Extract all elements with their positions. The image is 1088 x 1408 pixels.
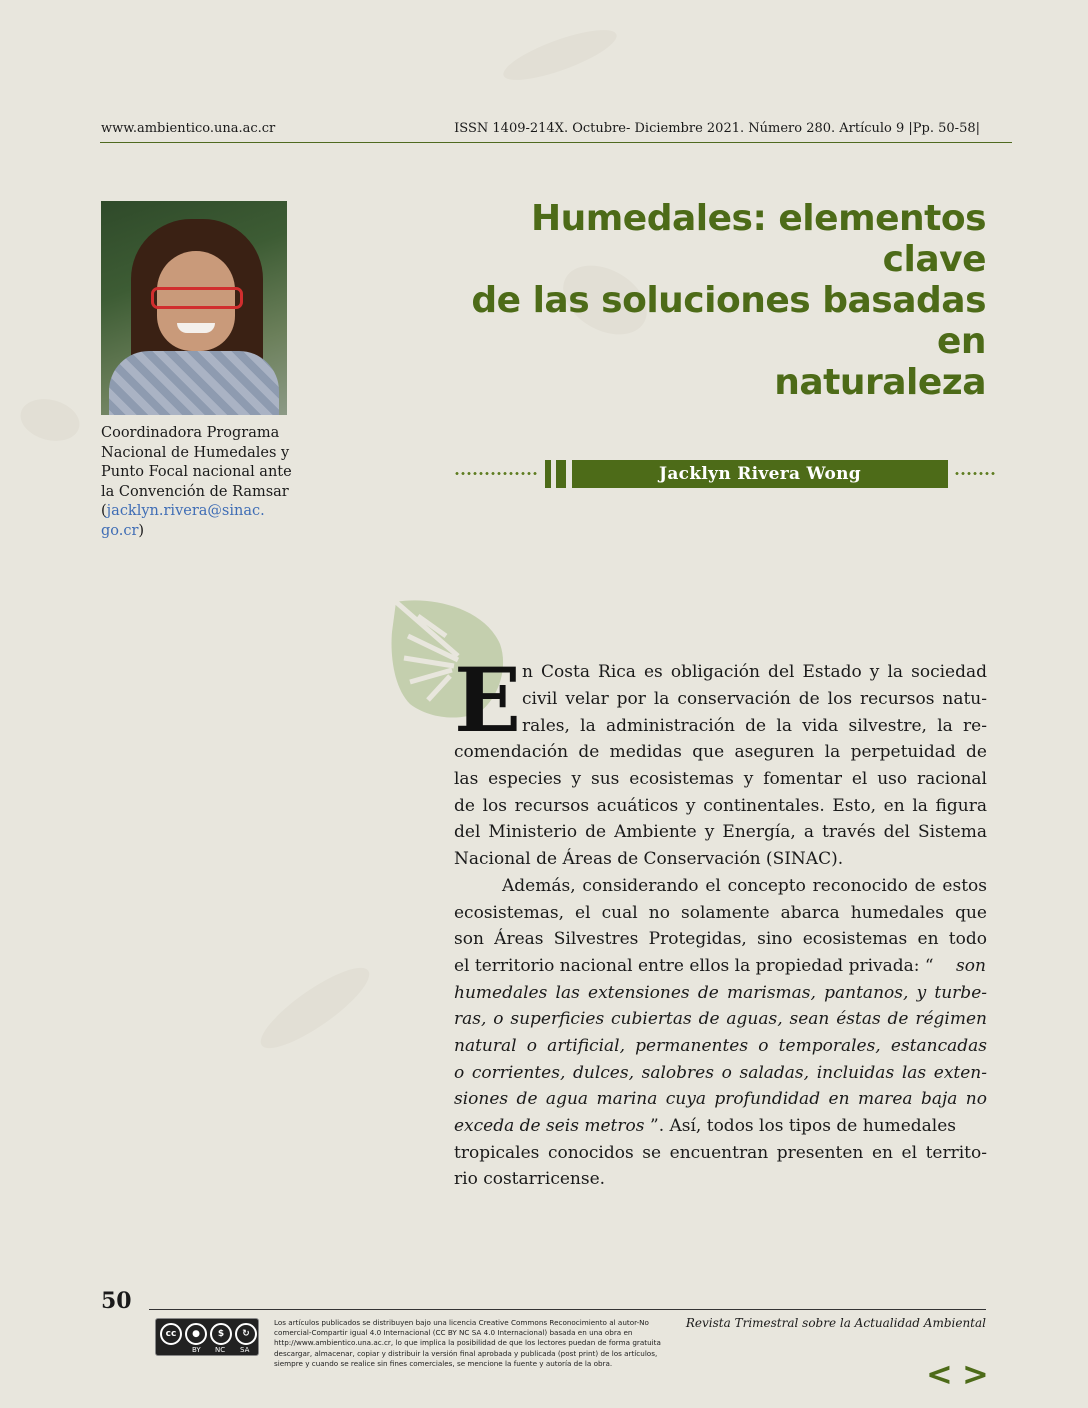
author-photo [101, 201, 287, 415]
cc-license-icon[interactable] [155, 1318, 259, 1356]
email-paren: ( [101, 503, 107, 520]
article-title [426, 198, 986, 403]
nc-label: NC [215, 1346, 226, 1354]
body-line: son Áreas Silvestres Protegidas, sino ecosistemas en todo [454, 929, 987, 949]
license-text: Los artículos publicados se distribuyen bajo una licencia Creative Commons Reconocimiento al autor-No comercial-Compartir igual 4.0 Internacional (CC BY NC SA 4.0 Internacional) basada en una obra en http://www.ambientico.una.ac.cr, lo que implica la posibilidad de que los lectores puedan de forma gratuita descargar, almacenar, copiar y distribuir la versión final aprobada y publicada (post print) de los artículos, siempre y cuando se realice sin fines comerciales, se mencione la fuente y autoría de la obra. [274, 1318, 661, 1368]
body-line: ”. Así, todos los tipos de humedales [650, 1116, 957, 1136]
caption-line: Nacional de Humedales y [101, 444, 290, 461]
body-line [454, 956, 987, 976]
caption-line: la Convención de Ramsar [101, 483, 289, 500]
background-texture [498, 20, 621, 89]
body-line: ecosistemas, el cual no solamente abarca humedales que [454, 903, 987, 923]
header-divider [100, 142, 1012, 143]
cc-icon: cc [160, 1323, 182, 1345]
website-url[interactable]: www.ambientico.una.ac.cr [101, 121, 276, 136]
band-bar [545, 460, 551, 488]
email-link[interactable]: go.cr [101, 522, 139, 539]
by-icon: ● [185, 1323, 207, 1345]
author-caption [101, 424, 301, 542]
background-texture [16, 393, 84, 447]
page-number: 50 [101, 1288, 132, 1314]
body-line: de los recursos acuáticos y continentales. Esto, en la figura [454, 796, 987, 816]
journal-name: Revista Trimestral sobre la Actualidad Ambiental [685, 1316, 986, 1330]
next-page-button[interactable]: > [962, 1355, 989, 1393]
drop-cap: E [454, 648, 522, 752]
nc-icon: $ [210, 1323, 232, 1345]
issue-info: ISSN 1409-214X. Octubre- Diciembre 2021. Número 280. Artículo 9 |Pp. 50-58| [454, 121, 980, 136]
author-name: Jacklyn Rivera Wong [572, 460, 948, 488]
title-line: naturaleza [774, 362, 986, 403]
body-line: civil velar por la conservación de los recursos natu- [522, 689, 987, 709]
footer-divider [149, 1309, 986, 1310]
author-email-cont [101, 522, 301, 542]
body-line: Nacional de Áreas de Conservación (SINAC). [454, 849, 844, 869]
email-paren: ) [138, 522, 145, 539]
body-line: n Costa Rica es obligación del Estado y la sociedad [522, 662, 987, 682]
author-email [101, 502, 301, 522]
body-line: rio costarricense. [454, 1169, 606, 1189]
sa-label: SA [240, 1346, 250, 1354]
body-line: comendación de medidas que aseguren la perpetuidad de [454, 742, 987, 762]
background-texture [251, 956, 378, 1060]
title-line: de las soluciones basadas en [471, 280, 986, 362]
prev-page-button[interactable]: < [926, 1355, 953, 1393]
body-line-italic: humedales las extensiones de marismas, pantanos, y turbe- [454, 983, 987, 1003]
body-line-italic: o corrientes, dulces, salobres o saladas, incluidas las exten- [454, 1063, 987, 1083]
body-text: el territorio nacional entre ellos la propiedad privada: “ [454, 956, 934, 976]
caption-line: Punto Focal nacional ante [101, 464, 292, 481]
email-link[interactable]: jacklyn.rivera@sinac. [106, 503, 265, 520]
sa-icon: ↻ [235, 1323, 257, 1345]
body-line: Además, considerando el concepto reconocido de estos [502, 876, 987, 896]
body-line-italic: natural o artificial, permanentes o temporales, estancadas [454, 1036, 987, 1056]
dotted-rule-left [454, 472, 538, 475]
caption-line: Coordinadora Programa [101, 425, 280, 441]
body-line-italic: ras, o superficies cubiertas de aguas, sean éstas de régimen [454, 1009, 987, 1029]
body-line-italic: exceda de seis metros [454, 1116, 645, 1136]
body-line-italic: son [956, 956, 986, 976]
title-line: Humedales: elementos clave [531, 198, 986, 280]
body-line: del Ministerio de Ambiente y Energía, a través del Sistema [454, 822, 987, 842]
body-line: las especies y sus ecosistemas y fomentar el uso racional [454, 769, 987, 789]
body-line-italic: siones de agua marina cuya profundidad en marea baja no [454, 1089, 987, 1109]
body-line: rales, la administración de la vida silvestre, la re- [522, 716, 987, 736]
body-line: tropicales conocidos se encuentran presenten en el territo- [454, 1143, 987, 1163]
by-label: BY [192, 1346, 201, 1354]
band-bar [556, 460, 566, 488]
dotted-rule-right [954, 472, 996, 475]
